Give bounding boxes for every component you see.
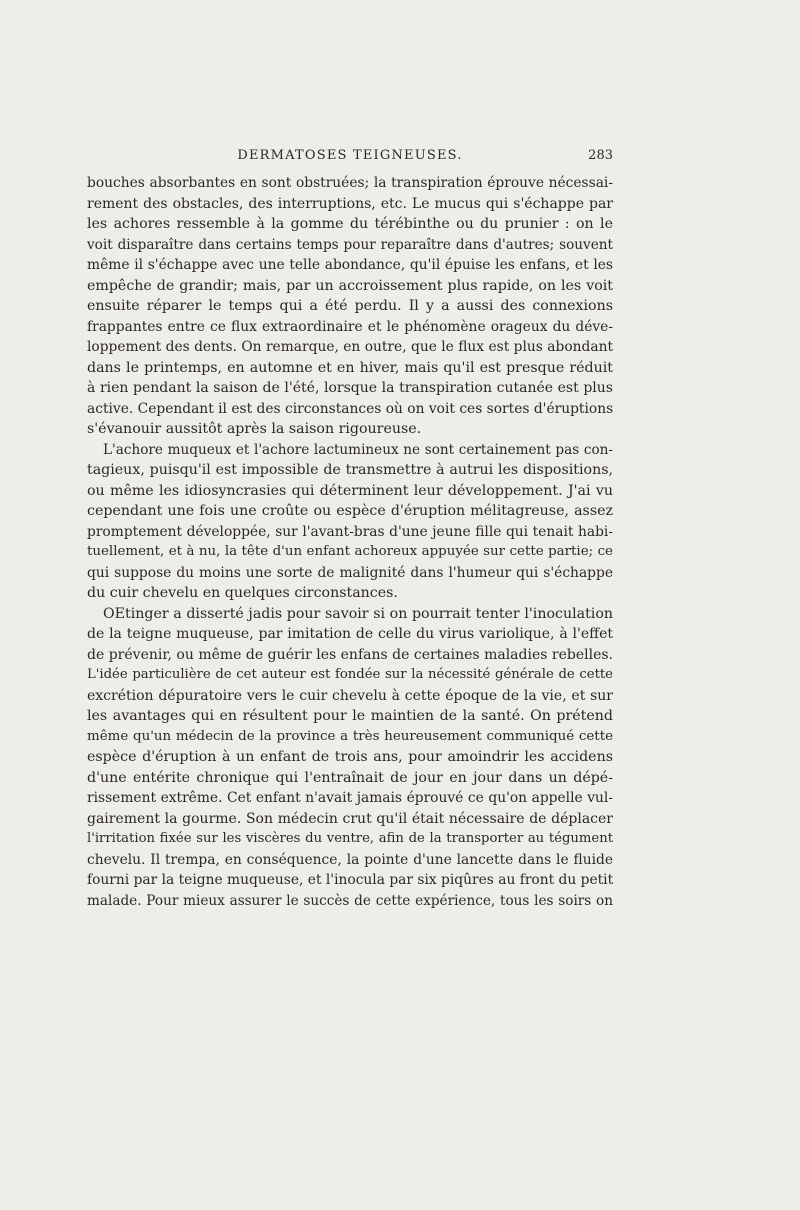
text-line: les avantages qui en résultent pour le maintien de la santé. On prétend	[87, 708, 613, 724]
text-line: qui suppose du moins une sorte de malignité dans l'humeur qui s'échappe	[87, 564, 613, 581]
text-line: dans le printemps, en automne et en hiver, mais qu'il est presque réduit	[87, 359, 613, 376]
text-line: de prévenir, ou même de guérir les enfans de certaines maladies rebelles.	[87, 646, 613, 663]
running-title: DERMATOSES TEIGNEUSES.	[237, 148, 463, 163]
paragraph	[87, 440, 613, 604]
text-line: rissement extrême. Cet enfant n'avait jamais éprouvé ce qu'on appelle vul-	[87, 790, 613, 806]
text-line: OEtinger a disserté jadis pour savoir si on pourrait tenter l'inoculation	[103, 605, 613, 622]
paragraph	[87, 604, 613, 912]
text-line: bouches absorbantes en sont obstruées; la transpiration éprouve nécessai-	[87, 175, 613, 191]
text-line: même il s'échappe avec une telle abondance, qu'il épuise les enfans, et les	[87, 257, 613, 273]
body-text	[87, 173, 613, 911]
text-line: frappantes entre ce flux extraordinaire et le phénomène orageux du déve-	[87, 318, 613, 335]
text-line: active. Cependant il est des circonstances où on voit ces sortes d'éruptions	[87, 400, 613, 417]
text-line: cependant une fois une croûte ou espèce d'éruption mélitagreuse, assez	[87, 503, 613, 519]
text-line: L'achore muqueux et l'achore lactumineux ne sont certainement pas con-	[103, 441, 613, 458]
text-line: rement des obstacles, des interruptions, etc. Le mucus qui s'échappe par	[87, 195, 613, 212]
text-line: du cuir chevelu en quelques circonstances.	[87, 585, 398, 601]
paragraph	[87, 173, 613, 440]
text-line: ensuite réparer le temps qui a été perdu. Il y a aussi des connexions	[87, 298, 613, 314]
text-line: fourni par la teigne muqueuse, et l'inocula par six piqûres au front du petit	[87, 872, 613, 888]
text-line: les achores ressemble à la gomme du térébinthe ou du prunier : on le	[87, 216, 613, 232]
text-line: à rien pendant la saison de l'été, lorsque la transpiration cutanée est plus	[87, 380, 613, 396]
text-line: même qu'un médecin de la province a très heureusement communiqué cette	[87, 728, 613, 744]
text-line: promptement développée, sur l'avant-bras d'une jeune fille qui tenait habi-	[87, 523, 613, 540]
text-line: espèce d'éruption à un enfant de trois ans, pour amoindrir les accidens	[87, 749, 613, 765]
text-line: d'une entérite chronique qui l'entraînait de jour en jour dans un dépé-	[87, 769, 613, 786]
page-header	[87, 148, 613, 170]
page-number: 283	[588, 148, 613, 163]
text-line: s'évanouir aussitôt après la saison rigoureuse.	[87, 421, 422, 437]
text-line: empêche de grandir; mais, par un accroissement plus rapide, on les voit	[87, 277, 613, 294]
text-line: tagieux, puisqu'il est impossible de transmettre à autrui les dispositions,	[87, 462, 613, 478]
text-line: de la teigne muqueuse, par imitation de celle du virus variolique, à l'effet	[87, 626, 613, 642]
text-line: malade. Pour mieux assurer le succès de cette expérience, tous les soirs on	[87, 892, 613, 909]
text-line: L'idée particulière de cet auteur est fondée sur la nécessité générale de cette	[87, 667, 613, 682]
text-line: tuellement, et à nu, la tête d'un enfant achoreux appuyée sur cette partie; ce	[87, 544, 613, 559]
text-line: loppement des dents. On remarque, en outre, que le flux est plus abondant	[87, 339, 613, 355]
text-line: gairement la gourme. Son médecin crut qu'il était nécessaire de déplacer	[87, 810, 613, 827]
text-line: l'irritation fixée sur les viscères du ventre, afin de la transporter au tégument	[87, 831, 613, 846]
text-line: excrétion dépuratoire vers le cuir chevelu à cette époque de la vie, et sur	[87, 687, 613, 704]
text-line: ou même les idiosyncrasies qui déterminent leur développement. J'ai vu	[87, 482, 613, 499]
text-line: voit disparaître dans certains temps pour reparaître dans d'autres; souvent	[87, 236, 613, 253]
text-line: chevelu. Il trempa, en conséquence, la pointe d'une lancette dans le fluide	[87, 851, 613, 868]
